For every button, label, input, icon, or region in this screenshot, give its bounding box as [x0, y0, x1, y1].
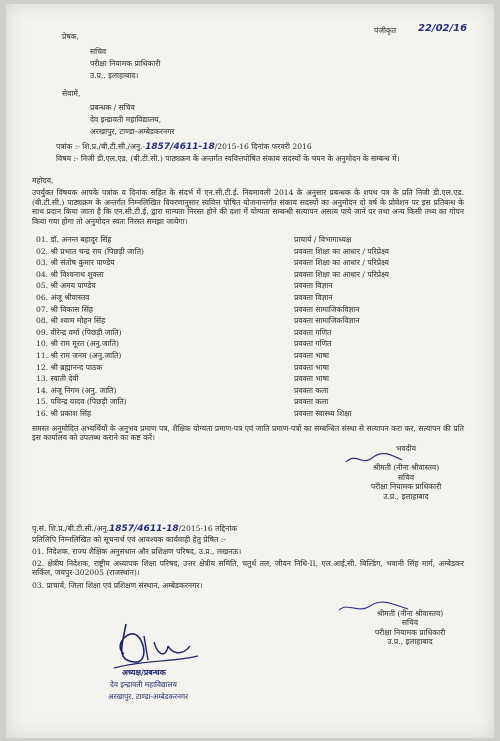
stamp-line: देव इन्द्रावती महाविद्यालय [110, 680, 177, 689]
signatory-title: सचिव [397, 472, 415, 482]
salutation: महोदय, [32, 176, 54, 185]
signatory-place: उ.प्र., इलाहाबाद [383, 491, 429, 501]
faculty-row [36, 247, 436, 259]
registered-label: पंजीकृत [374, 26, 397, 35]
faculty-designation: प्रवक्ता शिक्षा का आधार / परिप्रेक्ष्य [294, 258, 389, 268]
faculty-name: 08. श्री श्याम मोहन सिंह [36, 316, 106, 326]
faculty-name: 09. वीरेन्द्र वर्मा (पिछड़ी जाति) [36, 327, 122, 337]
faculty-row [36, 409, 436, 421]
letter-page [6, 4, 494, 738]
faculty-designation: प्रवक्ता शिक्षा का आधार / परिप्रेक्ष्य [294, 269, 389, 279]
faculty-name: 06. अंजू श्रीवास्तव [36, 292, 90, 302]
faculty-name: 03. श्री संतोष कुमार पाण्डेय [36, 258, 115, 268]
to-label: सेवामें, [62, 89, 81, 98]
faculty-name: 05. श्री अमय पाण्डेय [36, 281, 96, 291]
copy-reference-prefix: पृ.सं. शि.प्र./बी.टी.सी./अनु. [32, 524, 109, 533]
faculty-designation: प्रवक्ता भाषा [294, 374, 329, 384]
copy-reference-number: 1857/4611-18 [108, 524, 179, 534]
faculty-name: 10. श्री राम मूरत (अनु.जाति) [36, 339, 119, 349]
copy-reference-line [32, 524, 237, 535]
faculty-row [36, 258, 436, 270]
faculty-name: 14. अंजू निगम (अनु. जाति) [36, 385, 117, 395]
faculty-row [36, 339, 436, 351]
faculty-designation: प्रवक्ता विज्ञान [294, 281, 333, 291]
faculty-designation: प्राचार्य / विभागाध्यक्ष [294, 235, 352, 244]
faculty-row [36, 363, 436, 375]
faculty-list [36, 235, 436, 421]
from-line: सचिव [90, 47, 107, 56]
faculty-name: 07. श्री विकास सिंह [36, 304, 93, 314]
handwritten-signature [104, 616, 204, 676]
signatory-name: श्रीमती (नीना श्रीवास्तव) [376, 609, 444, 618]
faculty-designation: प्रवक्ता विज्ञान [294, 292, 333, 302]
copy-item: 03. प्राचार्य, जिला शिक्षा एवं प्रशिक्षण संस्थान, अम्बेडकरनगर। [32, 581, 203, 590]
reference-prefix: पत्रांक :- शि.प्र./बी.टी.सी./अनु.- [56, 142, 146, 151]
faculty-name: 13. स्वाती देवी [36, 374, 79, 384]
stamp-line: अरखापुर, टाण्डा-अम्बेडकरनगर [108, 692, 189, 701]
faculty-row [36, 270, 436, 282]
faculty-name: 16. श्री प्रकाश सिंह [36, 408, 92, 418]
faculty-designation: प्रवक्ता सामाजिकविज्ञान [294, 304, 360, 314]
closing-word: भवदीय [396, 444, 416, 453]
faculty-designation: प्रवक्ता कला [294, 385, 329, 395]
signatory-title: सचिव [401, 618, 419, 628]
faculty-designation: प्रवक्ता भाषा [294, 362, 329, 372]
copy-item: 01. निदेशक, राज्य शैक्षिक अनुसंधान और प्रशिक्षण परिषद, उ.प्र., लखनऊ। [32, 547, 242, 556]
faculty-row [36, 374, 436, 386]
faculty-name: 02. श्री प्रभात चन्द्र राय (पिछड़ी जाति) [36, 246, 144, 256]
faculty-row [36, 386, 436, 398]
to-line: देव इन्द्रावती महाविद्यालय, [90, 115, 162, 124]
faculty-designation: प्रवक्ता स्वास्थ्य शिक्षा [294, 408, 352, 418]
faculty-designation: प्रवक्ता कला [294, 397, 329, 407]
faculty-designation: प्रवक्ता गणित [294, 327, 332, 337]
faculty-row [36, 235, 436, 247]
from-line: परीक्षा नियामक प्राधिकारी [90, 59, 161, 68]
faculty-name: 04. श्री विश्वनाथ शुक्ला [36, 269, 104, 279]
signature-scribble [342, 450, 412, 468]
to-line: अरखापुर, टाण्डा-अम्बेडकरनगर [90, 127, 175, 136]
faculty-designation: प्रवक्ता शिक्षा का आधार / परिप्रेक्ष्य [294, 246, 389, 256]
reference-suffix: /2015-16 दिनांक फरवरी 2016 [214, 142, 312, 151]
reference-number: 1857/4611-18 [145, 142, 215, 152]
signature-scribble [336, 600, 416, 616]
faculty-designation: प्रवक्ता सामाजिकविज्ञान [294, 316, 360, 326]
faculty-row [36, 328, 436, 340]
faculty-row [36, 397, 436, 409]
faculty-name: 11. श्री राम जनम (अनु.जाति) [36, 350, 122, 360]
faculty-row [36, 316, 436, 328]
reference-line [56, 142, 312, 153]
faculty-name: 15. पविन्द्र यादव (पिछड़ी जाति) [36, 397, 127, 407]
signatory-office: परीक्षा नियामक प्राधिकारी [370, 482, 442, 492]
subject: विषय :- निजी डी.एल.एड. (बी.टी.सी.) पाठ्यक्रम के अन्तर्गत स्ववित्तपोषित संकाय सदस्यों के चयन के अनुमोदन के सम्बन्ध में। [56, 154, 400, 163]
copy-intro: प्रतिलिपि निम्नलिखित को सूचनार्थ एवं आवश्यक कार्यवाही हेतु प्रेषित :- [32, 535, 226, 544]
body-paragraph: उपर्युक्त विषयक आपके पत्रांक व दिनांक सहित के संदर्भ में एन.सी.टी.ई. नियमावली 2014 के अनुसार प्रबन्धक के शपथ पत्र के प्रति निजी डी.एल.एड. (बी.टी.सी.) पाठ्यक्रम के अन्तर्गत निम्नलिखित विवरणानुसार स्ववित्त पोषित योजनान्तर्गत संकाय सदस्यों का अनुमोदन दो वर्ष के प्रोवेशन पर इस प्रतिबन्ध के साथ प्रदान किया जाता है कि एन.सी.टी.ई. द्वारा मान्यता निरस्त होने की दशा में योग्यता सम्बन्धी सत्यापन असत्य पाये जाने पर तथा अन्य किसी तथ्य का गोपन किया गया होगा तो अनुमोदन स्वतः निरस्त समझा जायेगा। [32, 188, 464, 226]
from-label: प्रेषक, [62, 32, 79, 41]
from-line: उ.प्र., इलाहाबाद। [90, 71, 139, 80]
closing-paragraph: समस्त अनुमोदित अभ्यर्थियों के अनुभव प्रमाण पत्र, शैक्षिक योग्यता प्रमाण-पत्र एवं जाति प्रमाण-पत्रों का सम्बन्धित संस्था से सत्यापन करा कर, सत्यापन की प्रति इस कार्यालय को उपलब्ध कराने का कष्ट करें। [32, 424, 464, 443]
copy-item: 02. क्षेत्रीय निदेशक, राष्ट्रीय अध्यापक शिक्षा परिषद, उत्तर क्षेत्रीय समिति, चतुर्थ तल, जीवन निधि-II, एल.आई.सी. बिल्डिंग, भवानी सिंह मार्ग, अम्बेडकर सर्किल, जयपुर-302005 (राजस्थान)। [32, 559, 464, 578]
to-line: प्रबन्धक / सचिव [90, 103, 135, 112]
faculty-name: 01. डॉ. अनन्त बहादुर सिंह [36, 235, 112, 244]
faculty-row [36, 293, 436, 305]
signatory-name: श्रीमती (नीना श्रीवास्तव) [372, 463, 440, 473]
registered-date: 22/02/16 [418, 23, 468, 34]
faculty-row [36, 281, 436, 293]
signatory-place: उ.प्र., इलाहाबाद [387, 637, 433, 647]
faculty-designation: प्रवक्ता भाषा [294, 350, 329, 360]
faculty-designation: प्रवक्ता गणित [294, 339, 332, 349]
copy-reference-suffix: /2015-16 तद्दिनांक [178, 524, 238, 533]
stamp-line: अध्यक्ष/प्रबन्धक [122, 668, 166, 677]
faculty-row [36, 305, 436, 317]
signatory-office: परीक्षा नियामक प्राधिकारी [374, 627, 446, 637]
faculty-name: 12. श्री ब्रह्मानन्द पाठक [36, 362, 103, 372]
faculty-row [36, 351, 436, 363]
